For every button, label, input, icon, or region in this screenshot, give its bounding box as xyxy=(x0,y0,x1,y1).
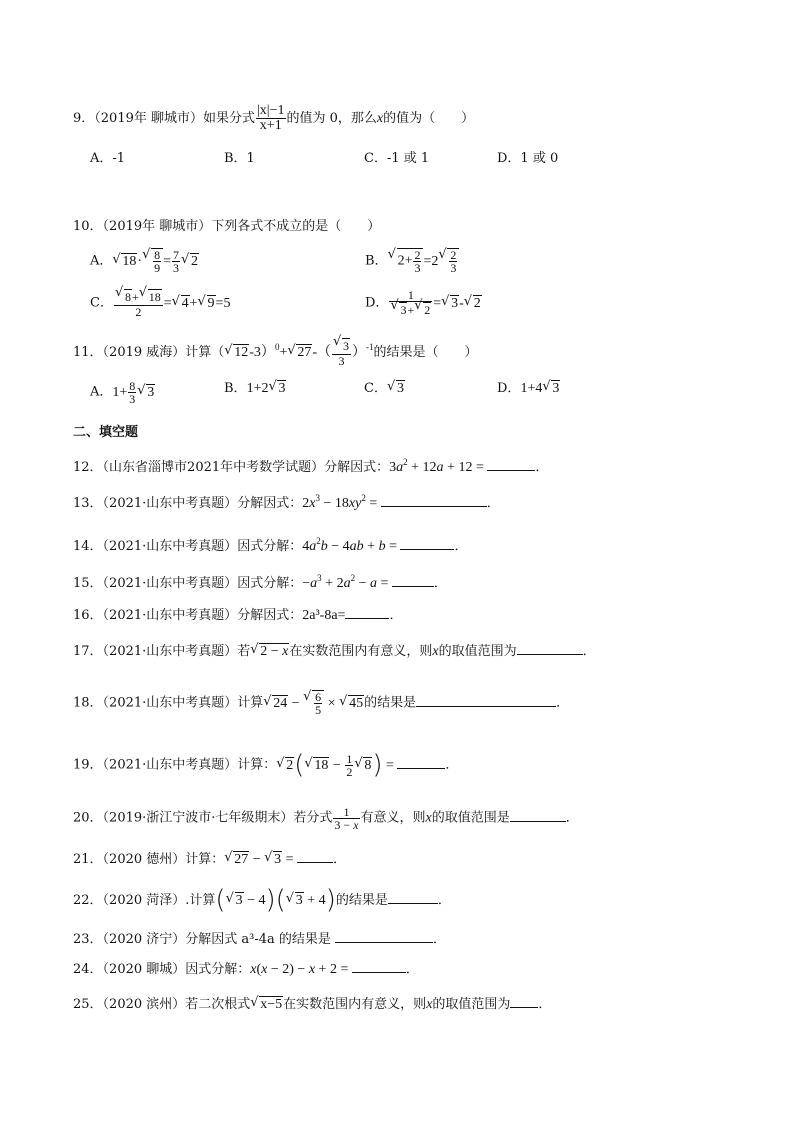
question-25: 25．（2020 滨州）若二次根式√ x−5在实数范围内有意义，则x的取值范围为 ． xyxy=(73,995,551,1014)
answer-blank[interactable] xyxy=(381,494,487,507)
question-19: 19．（2021·山东中考真题）计算：√ 2(√ 18 − $\frac{1}{2}$ √ 8) = ． xyxy=(73,753,458,778)
question-20: 20．（2019·浙江宁波市·七年级期末）若分式 $\frac{1}{3 - x}$ 有意义，则x的取值范围是 ． xyxy=(73,805,579,832)
answer-blank[interactable] xyxy=(392,574,434,587)
answer-blank[interactable] xyxy=(297,850,333,863)
question-16: 16．（2021·山东中考真题）分解因式：2a³-8a= ． xyxy=(73,608,403,623)
question-text: （2019年 聊城市）下列各式不成立的是（ ） xyxy=(102,219,381,234)
answer-blank[interactable] xyxy=(345,606,389,619)
answer-blank[interactable] xyxy=(397,756,445,769)
question-number: 9． xyxy=(73,111,95,126)
answer-blank[interactable] xyxy=(510,809,566,822)
question-17: 17．（2021·山东中考真题）若√ 2 − x在实数范围内有意义，则x的取值范围为 ． xyxy=(73,642,596,661)
option-b: B．1+2√ 3 xyxy=(224,380,286,398)
answer-blank[interactable] xyxy=(510,995,538,1008)
question-22: 22．（2020 菏泽）.计算(√ 3 − 4)(√ 3 + 4)的结果是 ． xyxy=(73,891,451,910)
question-11: 11．（2019 威海）计算（√ 12-3）$^0$+√ 27-（ √ $\frac{3}{3}$ ）$^{-1}$的结果是（ ） xyxy=(73,338,478,367)
option-b: B．√ 2+ $\frac{2}{3}$ =2 √ $\frac{2}{3}$ xyxy=(365,248,459,274)
question-10 xyxy=(73,218,380,236)
question-15: 15．（2021·山东中考真题）因式分解：$-a^3 + 2a^2 - a$ = ． xyxy=(73,573,447,591)
option-d: D．1 或 0 xyxy=(497,151,559,166)
answer-blank[interactable] xyxy=(352,960,406,973)
question-number: 10． xyxy=(73,219,103,234)
question-number: 11． xyxy=(73,345,103,360)
option-a: A．√ 18· √ $\frac{8}{9}$ = $\frac{7}{3}$ √ 2 xyxy=(90,248,199,274)
answer-blank[interactable] xyxy=(487,458,535,471)
answer-blank[interactable] xyxy=(517,642,583,655)
option-a: A．1+ $\frac{8}{3}$ √ 3 xyxy=(90,380,155,405)
question-9: 9．（2019年 聊城市）如果分式 $\frac{|x|-1}{x+1}$ 的值为 0，那么x的值为（ ） xyxy=(73,103,475,133)
question-23: 23．（2020 济宁）分解因式 a³-4a 的结果是 ． xyxy=(73,932,447,947)
question-source: （2019年 聊城市）如果分式 xyxy=(94,111,255,126)
question-21: 21．（2020 德州）计算：√ 27 − √ 3 = ． xyxy=(73,850,346,869)
option-c: C．-1 或 1 xyxy=(364,151,430,166)
option-c: C． √ $\frac{8+√ 18}{2}$ =√ 4+√ 9=5 xyxy=(90,289,230,318)
option-b: B．1 xyxy=(224,151,255,166)
option-d: D． 1 √ 3+√ 2 =√ 3-√ 2 xyxy=(365,289,482,318)
answer-blank[interactable] xyxy=(416,694,556,707)
question-12: 12．（山东省淄博市2021年中考数学试题）分解因式：$3a^2 + 12a + 12$ = ． xyxy=(73,457,549,475)
fraction: $\frac{|x|-1}{x+1}$ xyxy=(257,103,285,133)
question-13: 13．（2021·山东中考真题）分解因式：$2x^3 - 18xy^2$ = ． xyxy=(73,493,500,511)
section-title: 二、填空题 xyxy=(73,425,139,440)
option-d: D．1+4√ 3 xyxy=(497,380,560,398)
question-14: 14．（2021·山东中考真题）因式分解：$4a^2b - 4ab + b$ = ． xyxy=(73,536,468,554)
option-a: A．-1 xyxy=(90,151,126,166)
answer-blank[interactable] xyxy=(335,930,433,943)
option-c: C．√ 3 xyxy=(364,380,405,398)
answer-blank[interactable] xyxy=(388,891,438,904)
question-18: 18．（2021·山东中考真题）计算√ 24 − √ $\frac{6}{5}$ × √ 45的结果是 ． xyxy=(73,690,569,716)
answer-blank[interactable] xyxy=(400,537,454,550)
question-24: 24．（2020 聊城）因式分解：x(x − 2) − x + 2 = ． xyxy=(73,962,419,977)
